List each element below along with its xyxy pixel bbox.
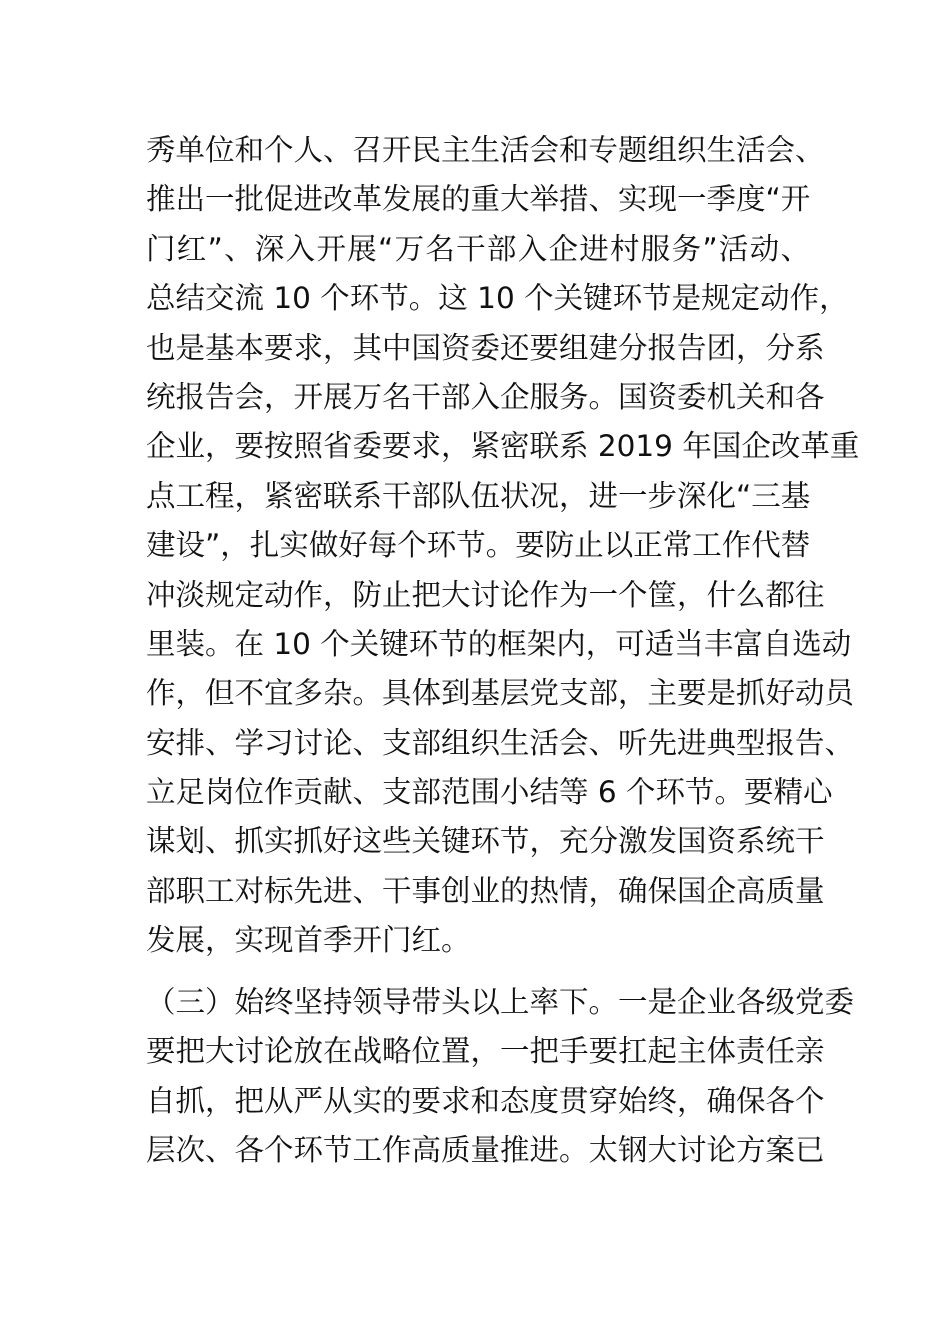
paragraph-1 (146, 126, 860, 966)
text-line: 层次、各个环节工作高质量推进。太钢大讨论方案已 (146, 1133, 825, 1168)
text-line: 门红”、深入开展“万名干部入企进村服务”活动、 (146, 231, 810, 266)
text-line: 部职工对标先进、干事创业的热情，确保国企高质量 (146, 873, 825, 908)
text-line: 统报告会，开展万名干部入企服务。国资委机关和各 (146, 379, 825, 414)
text-line: 谋划、抓实抓好这些关键环节，充分激发国资系统干 (146, 824, 825, 859)
text-line: 秀单位和个人、召开民主生活会和专题组织生活会、 (146, 133, 825, 167)
text-line: 要把大讨论放在战略位置，一把手要扛起主体责任亲 (146, 1034, 825, 1069)
text-line: 点工程，紧密联系干部队伍状况，进一步深化“三基 (146, 478, 811, 513)
text-line: 安排、学习讨论、支部组织生活会、听先进典型报告、 (146, 725, 855, 760)
text-line: 里装。在 10 个关键环节的框架内，可适当丰富自选动 (146, 626, 852, 661)
text-line: 立足岗位作贡献、支部范围小结等 6 个环节。要精心 (146, 775, 833, 810)
text-line: 企业，要按照省委要求，紧密联系 2019 年国企改革重 (146, 429, 860, 464)
text-line: 建设”，扎实做好每个环节。要防止以正常工作代替 (146, 528, 811, 563)
text-line: 作，但不宜多杂。具体到基层党支部，主要是抓好动员 (146, 676, 855, 711)
text-line: 总结交流 10 个环节。这 10 个关键环节是规定动作， (146, 281, 849, 316)
text-line: 发展，实现首季开门红。 (146, 923, 471, 958)
text-line: 冲淡规定动作，防止把大讨论作为一个筐，什么都往 (146, 577, 825, 612)
text-line: （三）始终坚持领导带头以上率下。一是企业各级党委 (146, 985, 855, 1019)
text-line: 推出一批促进改革发展的重大举措、实现一季度“开 (146, 182, 811, 217)
text-line: 也是基本要求，其中国资委还要组建分报告团，分系 (146, 330, 825, 365)
paragraph-2 (146, 978, 855, 1176)
text-line: 自抓，把从严从实的要求和态度贯穿始终，确保各个 (146, 1083, 825, 1118)
